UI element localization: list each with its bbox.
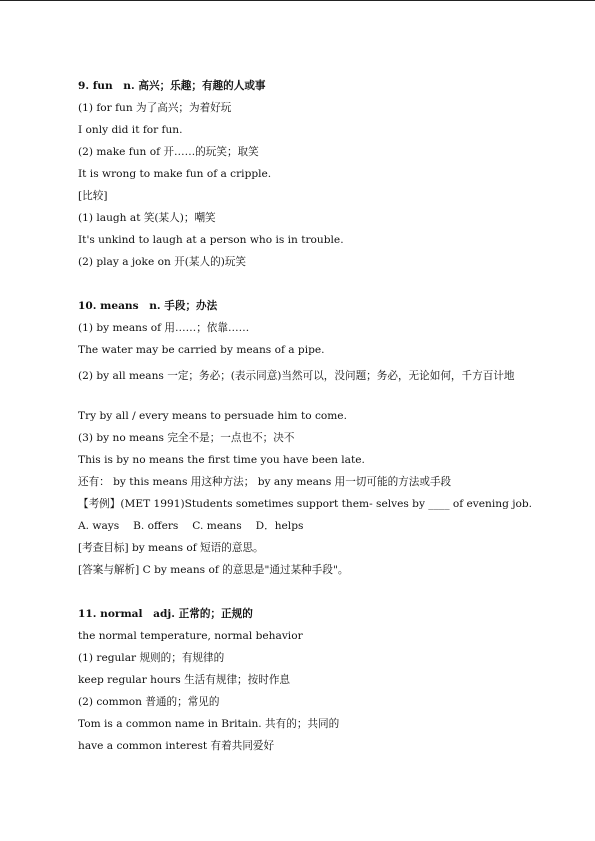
section-line: (1) for fun 为了高兴；为着好玩 (78, 102, 232, 114)
section-heading-means: 10. means n. 手段；办法 (78, 300, 218, 312)
exam-answer-line: [答案与解析] C by means of 的意思是"通过某种手段"。 (78, 564, 349, 576)
section-line: (1) by means of 用……；依靠…… (78, 322, 250, 334)
section-line: the normal temperature, normal behavior (78, 630, 303, 642)
section-line: have a common interest 有着共同爱好 (78, 740, 275, 752)
exam-example-line: 【考例】(MET 1991)Students sometimes support them- selves by ____ of evening job. (78, 498, 533, 510)
section-line: keep regular hours 生活有规律；按时作息 (78, 674, 291, 686)
section-line: Try by all / every means to persuade him to come. (78, 410, 347, 422)
section-heading-normal: 11. normal adj. 正常的；正规的 (78, 608, 253, 620)
section-line: Tom is a common name in Britain. 共有的；共同的 (78, 718, 340, 730)
section-line: [比较] (78, 190, 108, 202)
exam-target-line: [考查目标] by means of 短语的意思。 (78, 542, 264, 554)
top-border-rule (0, 0, 595, 1)
section-line: (3) by no means 完全不是；一点也不；决不 (78, 432, 295, 444)
section-line: (2) play a joke on 开(某人的)玩笑 (78, 256, 247, 268)
section-line: It's unkind to laugh at a person who is in trouble. (78, 234, 344, 246)
section-line: (1) regular 规则的；有规律的 (78, 652, 225, 664)
section-line: (2) common 普通的；常见的 (78, 696, 220, 708)
section-line-wrapped: (2) by all means 一定；务必；(表示同意)当然可以，没问题；务必，无论如何，千方百计地 (78, 370, 515, 382)
section-line: (2) make fun of 开……的玩笑；取笑 (78, 146, 259, 158)
section-line: I only did it for fun. (78, 124, 183, 136)
exam-options-line: A. ways B. offers C. means D．helps (78, 520, 304, 532)
section-line: The water may be carried by means of a pipe. (78, 344, 325, 356)
section-line: (1) laugh at 笑(某人)；嘲笑 (78, 212, 216, 224)
section-line: 还有： by this means 用这种方法； by any means 用一切可能的方法或手段 (78, 476, 452, 488)
section-line: It is wrong to make fun of a cripple. (78, 168, 272, 180)
section-heading-fun: 9. fun n. 高兴；乐趣；有趣的人或事 (78, 80, 266, 92)
section-line: This is by no means the first time you have been late. (78, 454, 365, 466)
